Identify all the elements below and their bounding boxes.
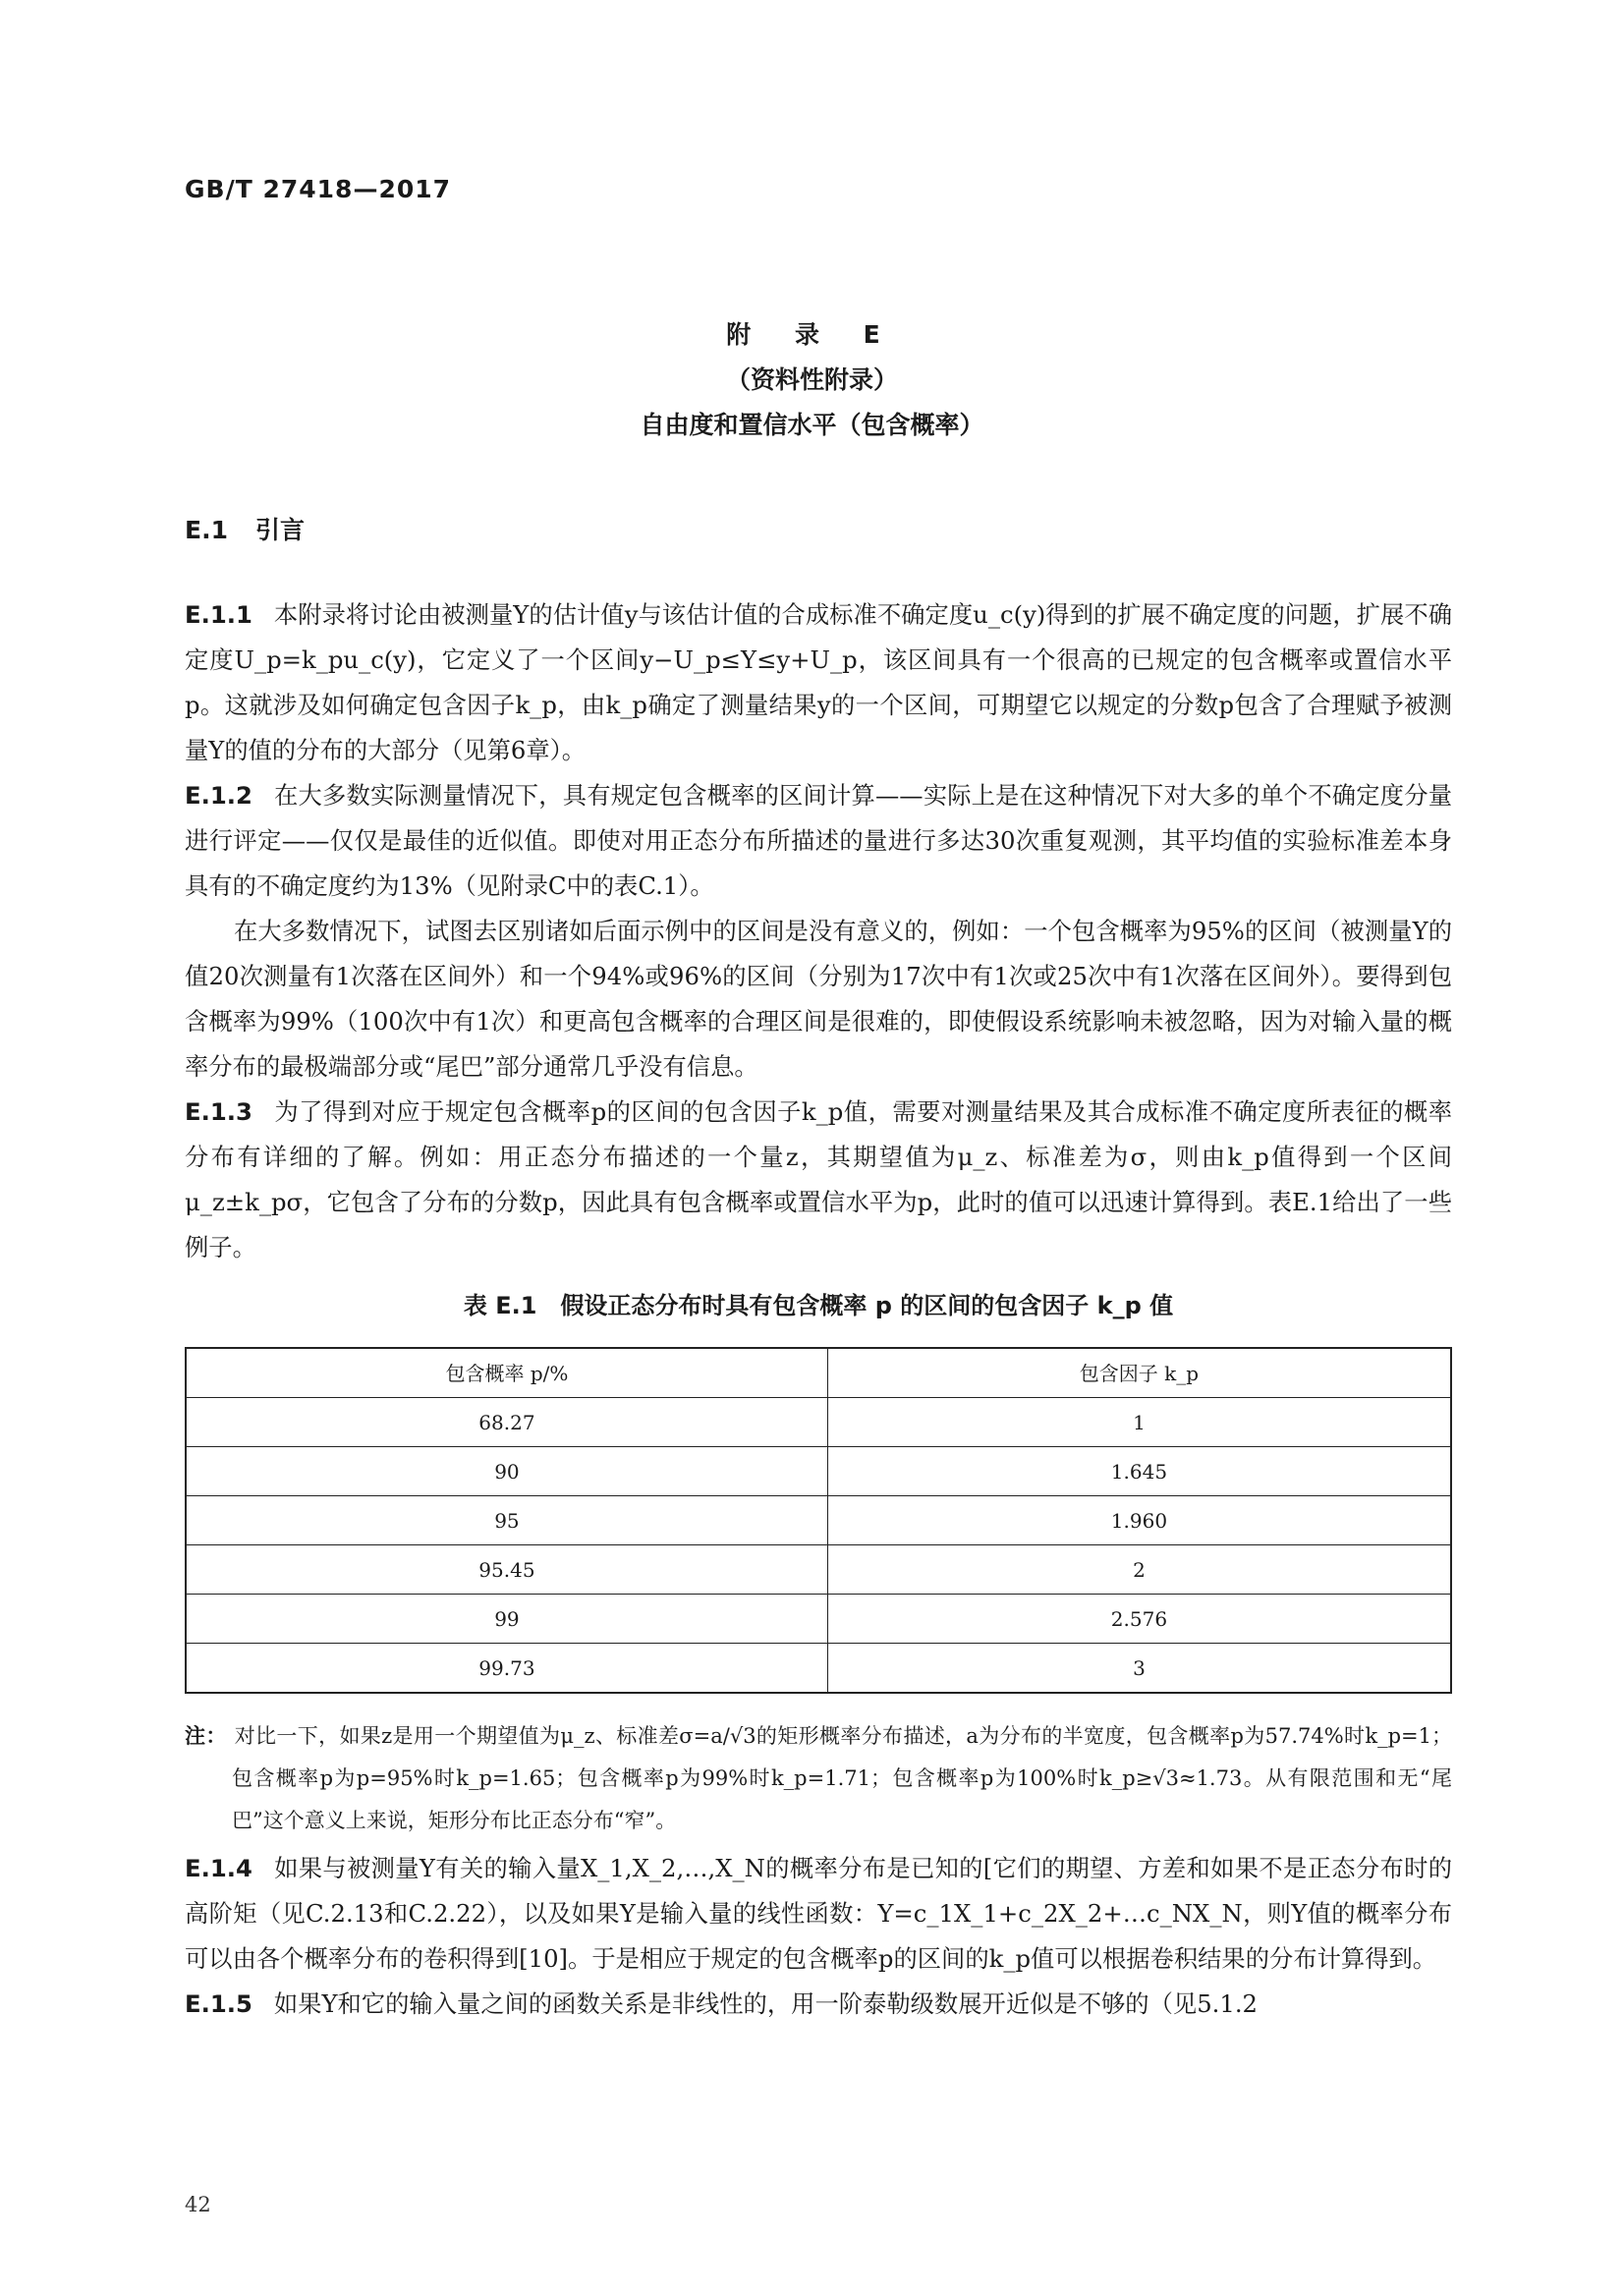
paragraph-number: E.1.5 [185,1989,252,2018]
table-cell: 99 [186,1595,827,1644]
paragraph-e-1-4 [185,1846,1452,1982]
paragraph-e-1-2 [185,773,1452,909]
paragraph-e-1-3 [185,1090,1452,1270]
table-cell: 3 [827,1644,1451,1694]
table-caption: 表 E.1 假设正态分布时具有包含概率 p 的区间的包含因子 k_p 值 [463,1292,1174,1319]
annex-title: 附 录 E [726,320,898,349]
table-cell: 95 [186,1496,827,1545]
table-row [186,1595,1451,1644]
paragraph-number: E.1.3 [185,1097,252,1126]
standard-code: GB/T 27418—2017 [185,175,452,203]
annex-name: 自由度和置信水平（包含概率） [640,411,984,439]
paragraph-e-1-2-continued [185,909,1452,1090]
coverage-factor-table [185,1347,1452,1694]
table-cell: 90 [186,1447,827,1496]
section-title: 引言 [254,516,305,544]
table-cell: 1 [827,1398,1451,1447]
paragraph-text: 如果Y和它的输入量之间的函数关系是非线性的，用一阶泰勒级数展开近似是不够的（见5.1.2 [273,1989,1259,2018]
table-cell: 1.645 [827,1447,1451,1496]
table-header-row [186,1348,1451,1398]
table-cell: 95.45 [186,1545,827,1595]
table-cell: 2.576 [827,1595,1451,1644]
annex-heading [0,312,1624,448]
paragraph-text: 本附录将讨论由被测量Y的估计值y与该估计值的合成标准不确定度u_c(y)得到的扩展不确定度的问题，扩展不确定度U_p=k_pu_c(y)，它定义了一个区间y−U_p≤Y≤y+U_p，该区间具有一个很高的已规定的包含概率或置信水平p。这就涉及如何确定包含因子k_p，由k_p确定了测量结果y的一个区间，可期望它以规定的分数p包含了合理赋予被测量Y的值的分布的大部分（见第6章）。 [185,600,1452,764]
table-cell: 99.73 [186,1644,827,1694]
note-label: 注： [185,1724,227,1748]
annex-type: （资料性附录） [725,365,898,394]
paragraph-number: E.1.2 [185,781,252,810]
table-row [186,1398,1451,1447]
paragraph-e-1-5 [185,1982,1452,2027]
table-header-cell: 包含概率 p/% [186,1348,827,1398]
table-row [186,1644,1451,1694]
table-cell: 1.960 [827,1496,1451,1545]
paragraph-number: E.1.1 [185,600,252,629]
paragraph-text: 如果与被测量Y有关的输入量X_1,X_2,…,X_N的概率分布是已知的[它们的期望、方差和如果不是正态分布时的高阶矩（见C.2.13和C.2.22），以及如果Y是输入量的线性函数：Y=c_1X_1+c_2X_2+…c_NX_N，则Y值的概率分布可以由各个概率分布的卷积得到[10]。于是相应于规定的包含概率p的区间的k_p值可以根据卷积结果的分布计算得到。 [185,1854,1452,1973]
table-row [186,1545,1451,1595]
table-row [186,1496,1451,1545]
paragraph-number: E.1.4 [185,1854,252,1882]
table-cell: 68.27 [186,1398,827,1447]
page-number: 42 [185,2193,211,2216]
document-body [185,592,1452,2027]
table-header-cell: 包含因子 k_p [827,1348,1451,1398]
paragraph-e-1-1 [185,592,1452,773]
table-note [185,1715,1452,1842]
paragraph-text: 为了得到对应于规定包含概率p的区间的包含因子k_p值，需要对测量结果及其合成标准不确定度所表征的概率分布有详细的了解。例如：用正态分布描述的一个量z，其期望值为μ_z、标准差为σ，则由k_p值得到一个区间μ_z±k_pσ，它包含了分布的分数p，因此具有包含概率或置信水平为p，此时的值可以迅速计算得到。表E.1给出了一些例子。 [185,1097,1452,1261]
paragraph-text: 在大多数情况下，试图去区别诸如后面示例中的区间是没有意义的，例如：一个包含概率为95%的区间（被测量Y的值20次测量有1次落在区间外）和一个94%或96%的区间（分别为17次中有1次或25次中有1次落在区间外）。要得到包含概率为99%（100次中有1次）和更高包含概率的合理区间是很难的，即使假设系统影响未被忽略，因为对输入量的概率分布的最极端部分或“尾巴”部分通常几乎没有信息。 [185,917,1452,1081]
section-heading [185,511,305,546]
table-cell: 2 [827,1545,1451,1595]
section-number: E.1 [185,516,228,544]
table-row [186,1447,1451,1496]
paragraph-text: 在大多数实际测量情况下，具有规定包含概率的区间计算——实际上是在这种情况下对大多的单个不确定度分量进行评定——仅仅是最佳的近似值。即使对用正态分布所描述的量进行多达30次重复观测，其平均值的实验标准差本身具有的不确定度约为13%（见附录C中的表C.1）。 [185,781,1452,900]
note-text: 对比一下，如果z是用一个期望值为μ_z、标准差σ=a/√3的矩形概率分布描述，a为分布的半宽度，包含概率p为57.74%时k_p=1；包含概率p为p=95%时k_p=1.65；包含概率p为99%时k_p=1.71；包含概率p为100%时k_p≥√3≈1.73。从有限范围和无“尾巴”这个意义上来说，矩形分布比正态分布“窄”。 [232,1724,1453,1832]
